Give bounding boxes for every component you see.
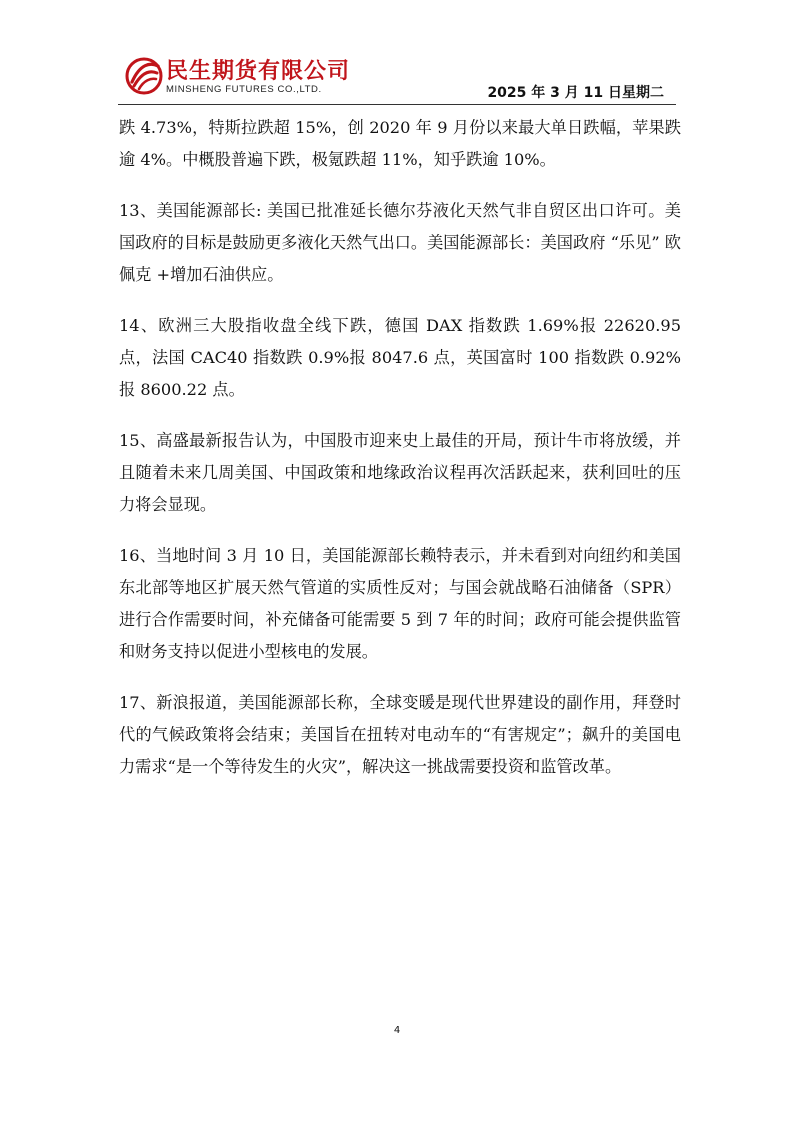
header-divider (118, 104, 676, 105)
paragraph-17: 17、新浪报道，美国能源部长称，全球变暖是现代世界建设的副作用，拜登时代的气候政策将会结束；美国旨在扭转对电动车的“有害规定”；飙升的美国电力需求“是一个等待发生的火灾”，解决这一挑战需要投资和监管改革。 (119, 693, 681, 776)
paragraph-15: 15、高盛最新报告认为，中国股市迎来史上最佳的开局，预计牛市将放缓，并且随着未来几周美国、中国政策和地缘政治议程再次活跃起来，获利回吐的压力将会显现。 (119, 431, 681, 514)
report-date: 2025 年 3 月 11 日星期二 (487, 85, 664, 101)
company-logo (124, 56, 374, 102)
page-number: 4 (393, 1025, 401, 1036)
paragraph-continued: 跌 4.73%，特斯拉跌超 15%，创 2020 年 9 月份以来最大单日跌幅，苹果跌逾 4%。中概股普遍下跌，极氪跌超 11%，知乎跌逾 10%。 (119, 118, 681, 169)
paragraph-14: 14、欧洲三大股指收盘全线下跌，德国 DAX 指数跌 1.69%报 22620.95 点，法国 CAC40 指数跌 0.9%报 8047.6 点，英国富时 100 指数跌 0.92%报 8600.22 点。 (119, 316, 681, 399)
paragraph-13: 13、美国能源部长: 美国已批准延长德尔芬液化天然气非自贸区出口许可。美国政府的目标是鼓励更多液化天然气出口。美国能源部长：美国政府 “乐见” 欧佩克 +增加石油供应。 (119, 201, 681, 284)
page-header (0, 0, 794, 110)
logo-english-name: MINSHENG FUTURES CO.,LTD. (166, 84, 322, 95)
logo-chinese-name: 民生期货有限公司 (166, 59, 351, 84)
logo-emblem-icon (124, 56, 164, 96)
document-body (119, 112, 681, 802)
paragraph-16: 16、当地时间 3 月 10 日，美国能源部长赖特表示，并未看到对向纽约和美国东北部等地区扩展天然气管道的实质性反对；与国会就战略石油储备（SPR）进行合作需要时间，补充储备可能需要 5 到 7 年的时间；政府可能会提供监管和财务支持以促进小型核电的发展。 (119, 546, 681, 661)
